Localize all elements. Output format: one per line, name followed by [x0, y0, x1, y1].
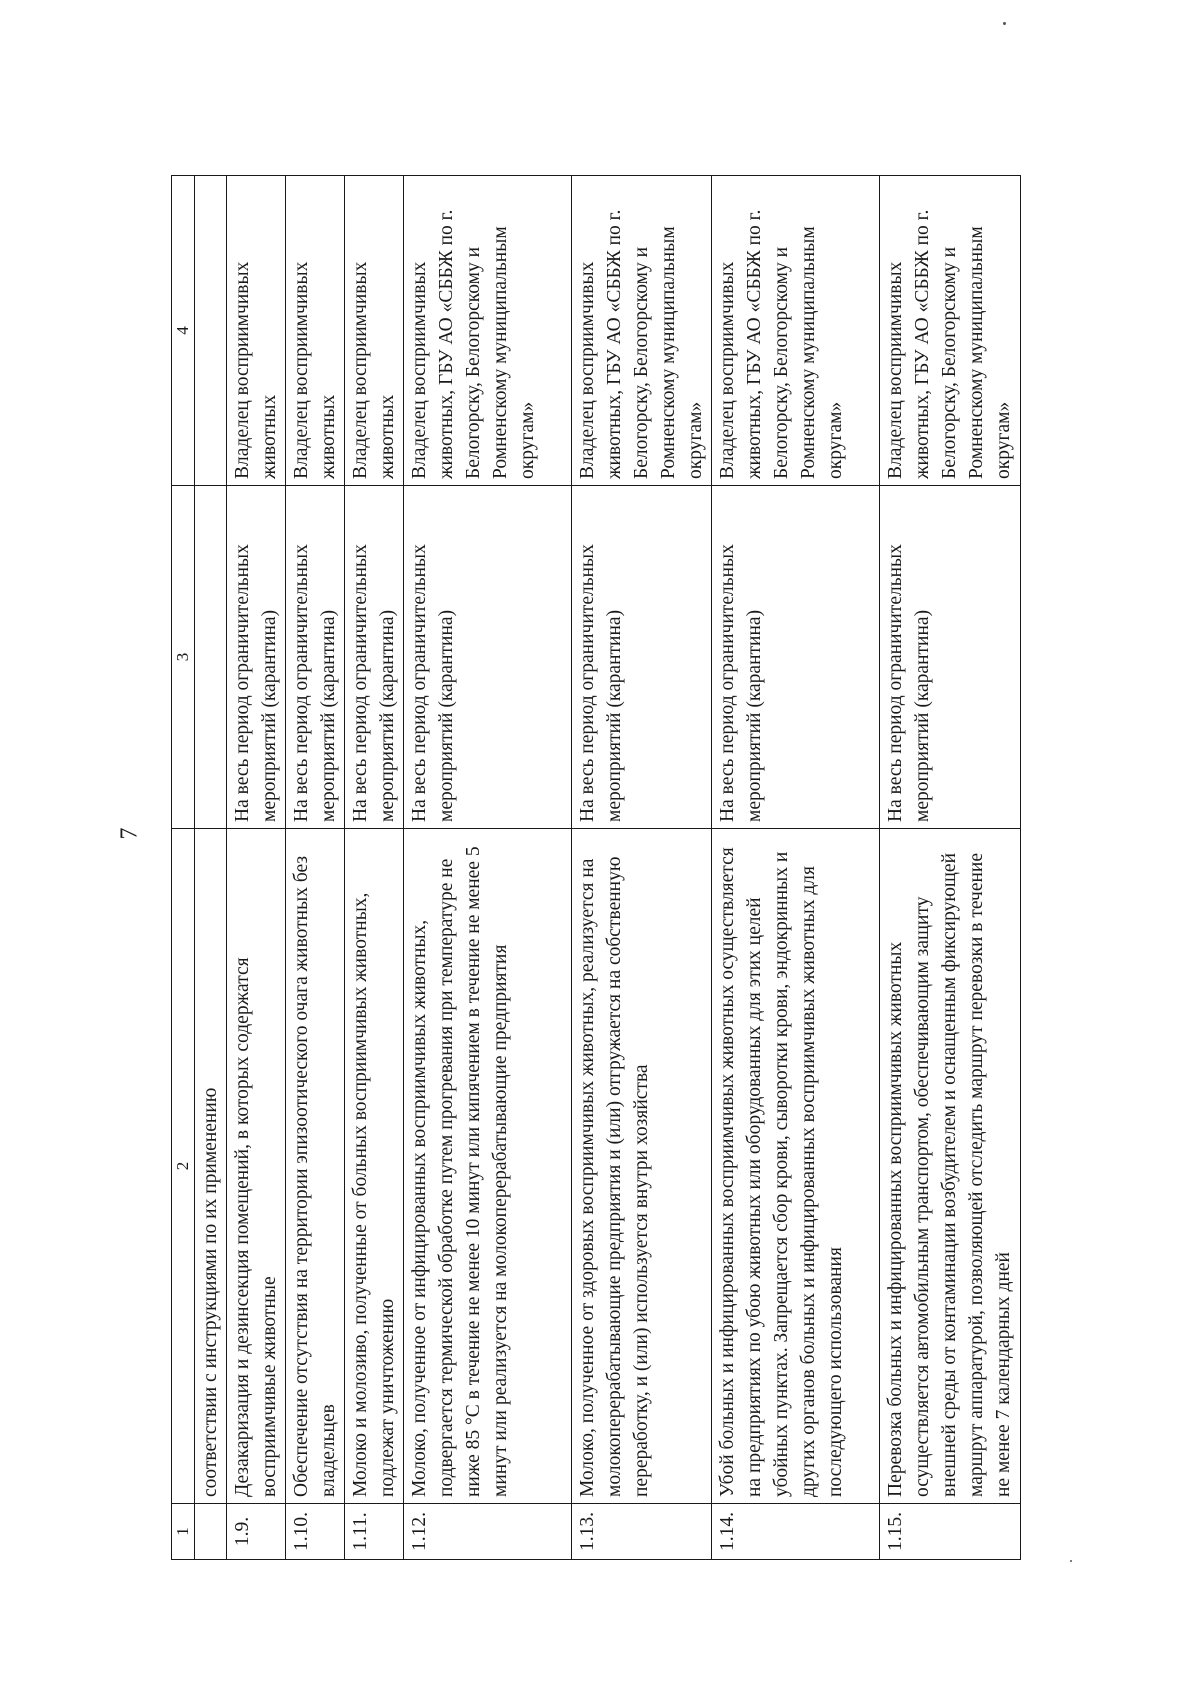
row-number: 1.15.: [880, 1504, 1021, 1560]
table-row: [880, 176, 1021, 1560]
measures-table: [171, 175, 1021, 1560]
measure-cell: Перевозка больных и инфицированных восприимчивых животных осуществляется автомобильным транспортом, обеспечивающим защиту внешней среды от контаминации возбудителем и оснащенным фиксирующей маршрут аппаратурой, позволяющей отследить маршрут перевозки в течение не менее 7 календарных дней: [880, 829, 1021, 1504]
row-number: [195, 1504, 227, 1560]
responsible-cell: Владелец восприимчивых животных: [345, 176, 404, 486]
row-number: 1.11.: [345, 1504, 404, 1560]
column-number: 2: [172, 829, 195, 1504]
table-row: [712, 176, 880, 1560]
responsible-cell: Владелец восприимчивых животных, ГБУ АО «СББЖ по г. Белогорску, Белогорскому и Ромненскому муниципальным округам»: [880, 176, 1021, 486]
measure-cell: Молоко, полученное от здоровых восприимчивых животных, реализуется на молокоперерабатывающие предприятия и (или) отгружается на собственную переработку, и (или) используется внутри хозяйства: [572, 829, 712, 1504]
row-number: 1.9.: [227, 1504, 286, 1560]
responsible-cell: Владелец восприимчивых животных, ГБУ АО «СББЖ по г. Белогорску, Белогорскому и Ромненскому муниципальным округам»: [572, 176, 712, 486]
table-row: [286, 176, 345, 1560]
row-number: 1.14.: [712, 1504, 880, 1560]
period-cell: На весь период ограничительных мероприятий (карантина): [345, 486, 404, 829]
continuation-row: [195, 176, 227, 1560]
measure-cell: Молоко и молозиво, полученные от больных восприимчивых животных, подлежат уничтожению: [345, 829, 404, 1504]
responsible-cell: Владелец восприимчивых животных: [227, 176, 286, 486]
page-number: 7: [116, 827, 143, 840]
responsible-cell: Владелец восприимчивых животных, ГБУ АО «СББЖ по г. Белогорску, Белогорскому и Ромненскому муниципальным округам»: [712, 176, 880, 486]
table-row: [404, 176, 572, 1560]
column-number: 1: [172, 1504, 195, 1560]
column-number-row: [172, 176, 195, 1560]
period-cell: [195, 486, 227, 829]
column-number: 4: [172, 176, 195, 486]
table-row: [345, 176, 404, 1560]
measure-cell: соответствии с инструкциями по их применению: [195, 829, 227, 1504]
table-row: [572, 176, 712, 1560]
row-number: 1.12.: [404, 1504, 572, 1560]
measures-table-rotated: [171, 176, 1021, 1560]
measure-cell: Дезакаризация и дезинсекция помещений, в которых содержатся восприимчивые животные: [227, 829, 286, 1504]
period-cell: На весь период ограничительных мероприятий (карантина): [880, 486, 1021, 829]
responsible-cell: Владелец восприимчивых животных: [286, 176, 345, 486]
scan-speck: [1003, 22, 1006, 25]
period-cell: На весь период ограничительных мероприятий (карантина): [572, 486, 712, 829]
table-row: [227, 176, 286, 1560]
column-number: 3: [172, 486, 195, 829]
period-cell: На весь период ограничительных мероприятий (карантина): [712, 486, 880, 829]
scan-speck: [1070, 1560, 1072, 1562]
measure-cell: Молоко, полученное от инфицированных восприимчивых животных, подвергается термической обработке путем прогревания при температуре не ниже 85 °С в течение не менее 10 минут или кипячением в течение не менее 5 минут или реализуется на молокоперерабатывающие предприятия: [404, 829, 572, 1504]
period-cell: На весь период ограничительных мероприятий (карантина): [404, 486, 572, 829]
responsible-cell: [195, 176, 227, 486]
responsible-cell: Владелец восприимчивых животных, ГБУ АО «СББЖ по г. Белогорску, Белогорскому и Ромненскому муниципальным округам»: [404, 176, 572, 486]
measure-cell: Обеспечение отсутствия на территории эпизоотического очага животных без владельцев: [286, 829, 345, 1504]
row-number: 1.10.: [286, 1504, 345, 1560]
row-number: 1.13.: [572, 1504, 712, 1560]
period-cell: На весь период ограничительных мероприятий (карантина): [286, 486, 345, 829]
period-cell: На весь период ограничительных мероприятий (карантина): [227, 486, 286, 829]
measure-cell: Убой больных и инфицированных восприимчивых животных осуществляется на предприятиях по убою животных или оборудованных для этих целей убойных пунктах. Запрещается сбор крови, сыворотки крови, эндокринных и других органов больных и инфицированных восприимчивых животных для последующего использования: [712, 829, 880, 1504]
